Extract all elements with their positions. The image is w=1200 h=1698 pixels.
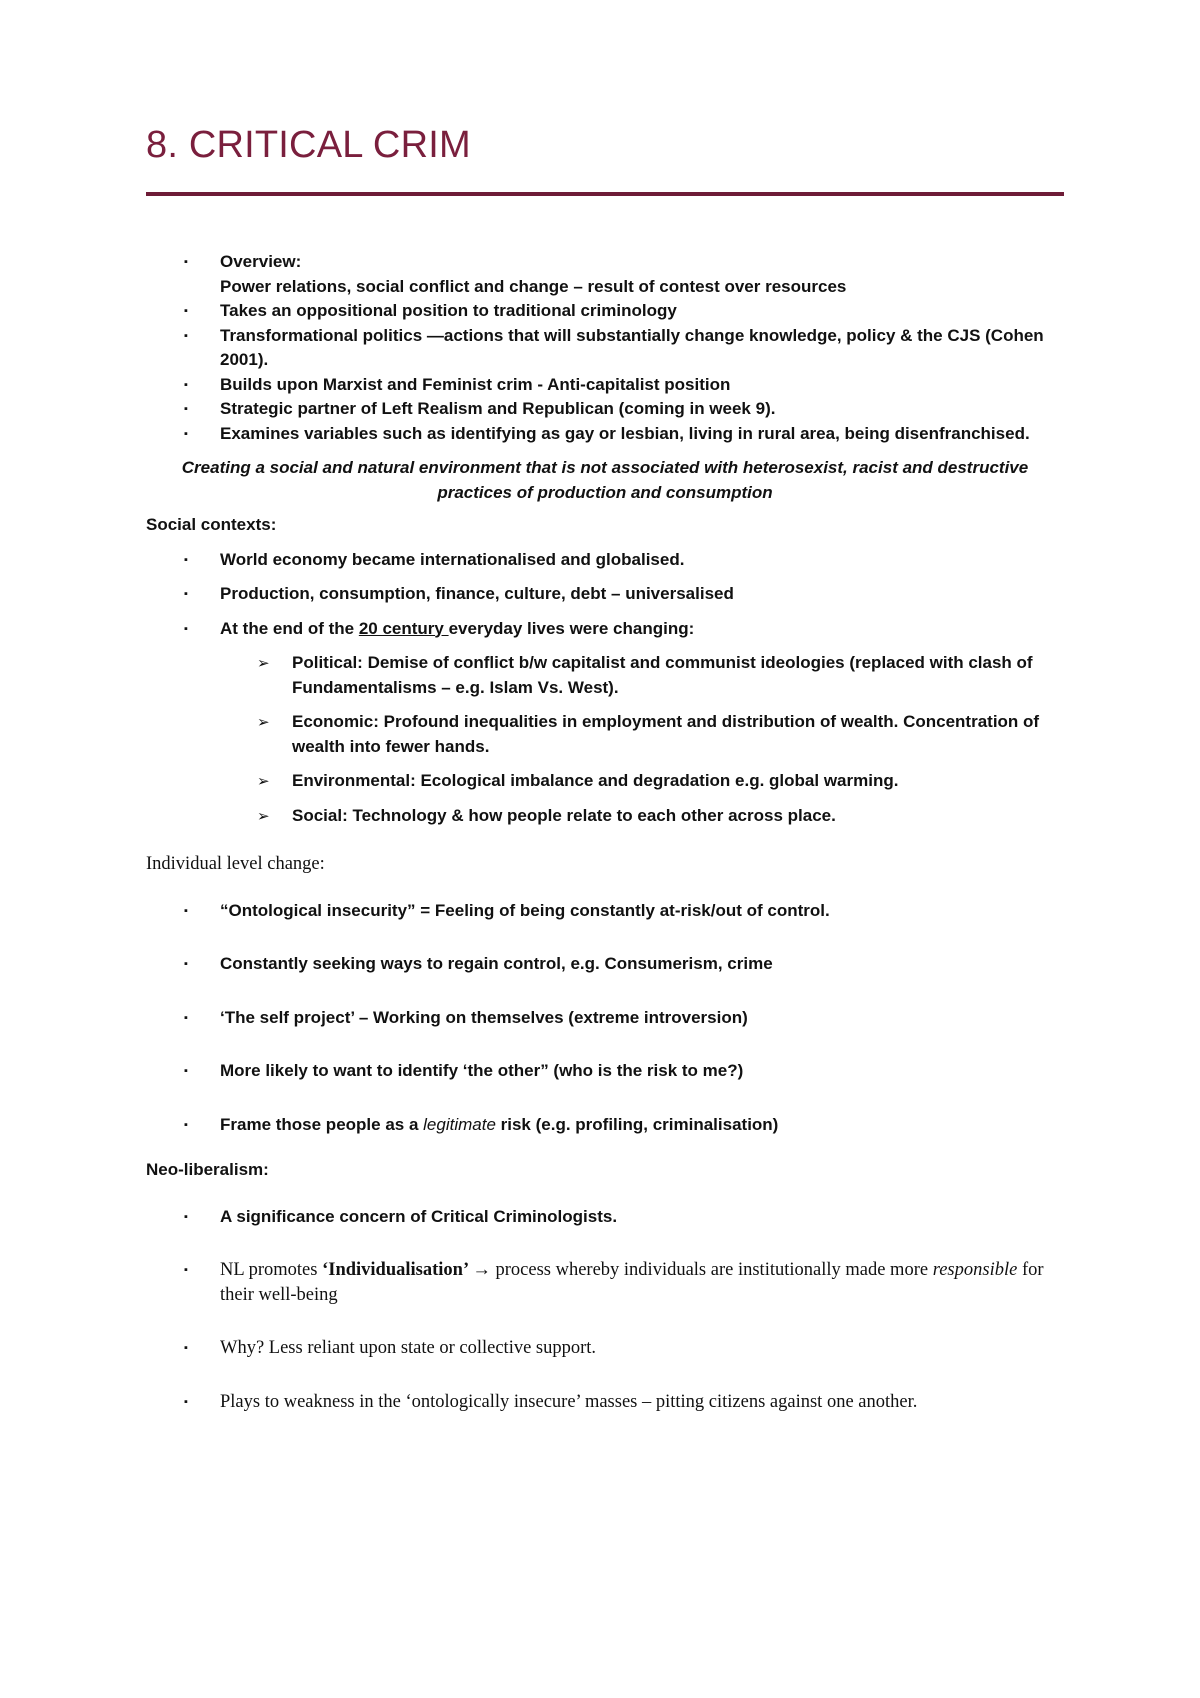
sublist-item: ➢ Economic: Profound inequalities in employment and distribution of wealth. Concentration of wealth into fewer hands. xyxy=(146,710,1064,759)
neo-liberalism-list xyxy=(146,1205,1064,1415)
list-item: ▪ Examines variables such as identifying as gay or lesbian, living in rural area, being disenfranchised. xyxy=(146,422,1064,447)
right-arrow-icon: → xyxy=(472,1260,491,1280)
list-item: ▪ Production, consumption, finance, culture, debt – universalised xyxy=(146,582,1064,607)
list-item xyxy=(146,250,1064,299)
changes-sublist xyxy=(146,651,1064,828)
neo-liberalism-heading: Neo-liberalism: xyxy=(146,1160,269,1179)
list-item: ▪ Why? Less reliant upon state or collective support. xyxy=(146,1336,1064,1361)
nl-text-start: NL promotes xyxy=(220,1260,323,1280)
overview-list xyxy=(146,250,1064,446)
social-contexts-heading: Social contexts: xyxy=(146,515,277,534)
century-underlined: 20 century xyxy=(358,618,449,638)
list-item: ▪ Plays to weakness in the ‘ontologically insecure’ masses – pitting citizens against one another. xyxy=(146,1390,1064,1415)
title-underline xyxy=(146,192,1064,196)
frame-text-start: Frame those people as a xyxy=(220,1114,424,1134)
list-item xyxy=(146,1258,1064,1307)
list-item: ▪ More likely to want to identify ‘the other” (who is the risk to me?) xyxy=(146,1059,1064,1084)
social-contexts-list xyxy=(146,548,1064,642)
list-item: ▪ Transformational politics —actions that will substantially change knowledge, policy & the CJS (Cohen 2001). xyxy=(146,324,1064,373)
nl-text-middle: process whereby individuals are institutionally made more xyxy=(490,1260,933,1280)
sublist-item: ➢ Social: Technology & how people relate to each other across place. xyxy=(146,804,1064,829)
list-item xyxy=(146,1113,1064,1138)
overview-label: Overview: xyxy=(220,252,302,271)
list-item: ▪ A significance concern of Critical Criminologists. xyxy=(146,1205,1064,1230)
notes-body xyxy=(146,250,1064,1443)
page-title: 8. CRITICAL CRIM xyxy=(146,124,471,166)
nl-text-end: for their well-being xyxy=(220,1260,1044,1305)
sublist-item: ➢ Political: Demise of conflict b/w capitalist and communist ideologies (replaced with clash of Fundamentalisms – e.g. Islam Vs. West). xyxy=(146,651,1064,700)
individual-heading: Individual level change: xyxy=(146,854,325,874)
century-text-start: At the end of the xyxy=(220,618,359,638)
list-item xyxy=(146,617,1064,642)
list-item: ▪ Constantly seeking ways to regain control, e.g. Consumerism, crime xyxy=(146,952,1064,977)
overview-summary: Power relations, social conflict and change – result of contest over resources xyxy=(220,276,847,296)
list-item: ▪ World economy became internationalised and globalised. xyxy=(146,548,1064,573)
list-item: ▪ Takes an oppositional position to traditional criminology xyxy=(146,299,1064,324)
list-item: ▪ Strategic partner of Left Realism and Republican (coming in week 9). xyxy=(146,397,1064,422)
responsible-italic: responsible xyxy=(932,1260,1018,1280)
sublist-item: ➢ Environmental: Ecological imbalance and degradation e.g. global warming. xyxy=(146,769,1064,794)
list-item: ▪ “Ontological insecurity” = Feeling of being constantly at-risk/out of control. xyxy=(146,899,1064,924)
list-item: ▪ Builds upon Marxist and Feminist crim - Anti-capitalist position xyxy=(146,373,1064,398)
individual-list xyxy=(146,899,1064,1138)
legitimate-italic: legitimate xyxy=(423,1114,496,1134)
century-text-end: everyday lives were changing: xyxy=(448,618,695,638)
frame-text-end: risk (e.g. profiling, criminalisation) xyxy=(495,1114,779,1134)
individualisation-bold: ‘Individualisation’ xyxy=(322,1260,473,1280)
list-item: ▪ ‘The self project’ – Working on themselves (extreme introversion) xyxy=(146,1006,1064,1031)
italic-quote: Creating a social and natural environment that is not associated with heterosexist, racist and destructive practices of production and consumption xyxy=(181,458,1029,502)
